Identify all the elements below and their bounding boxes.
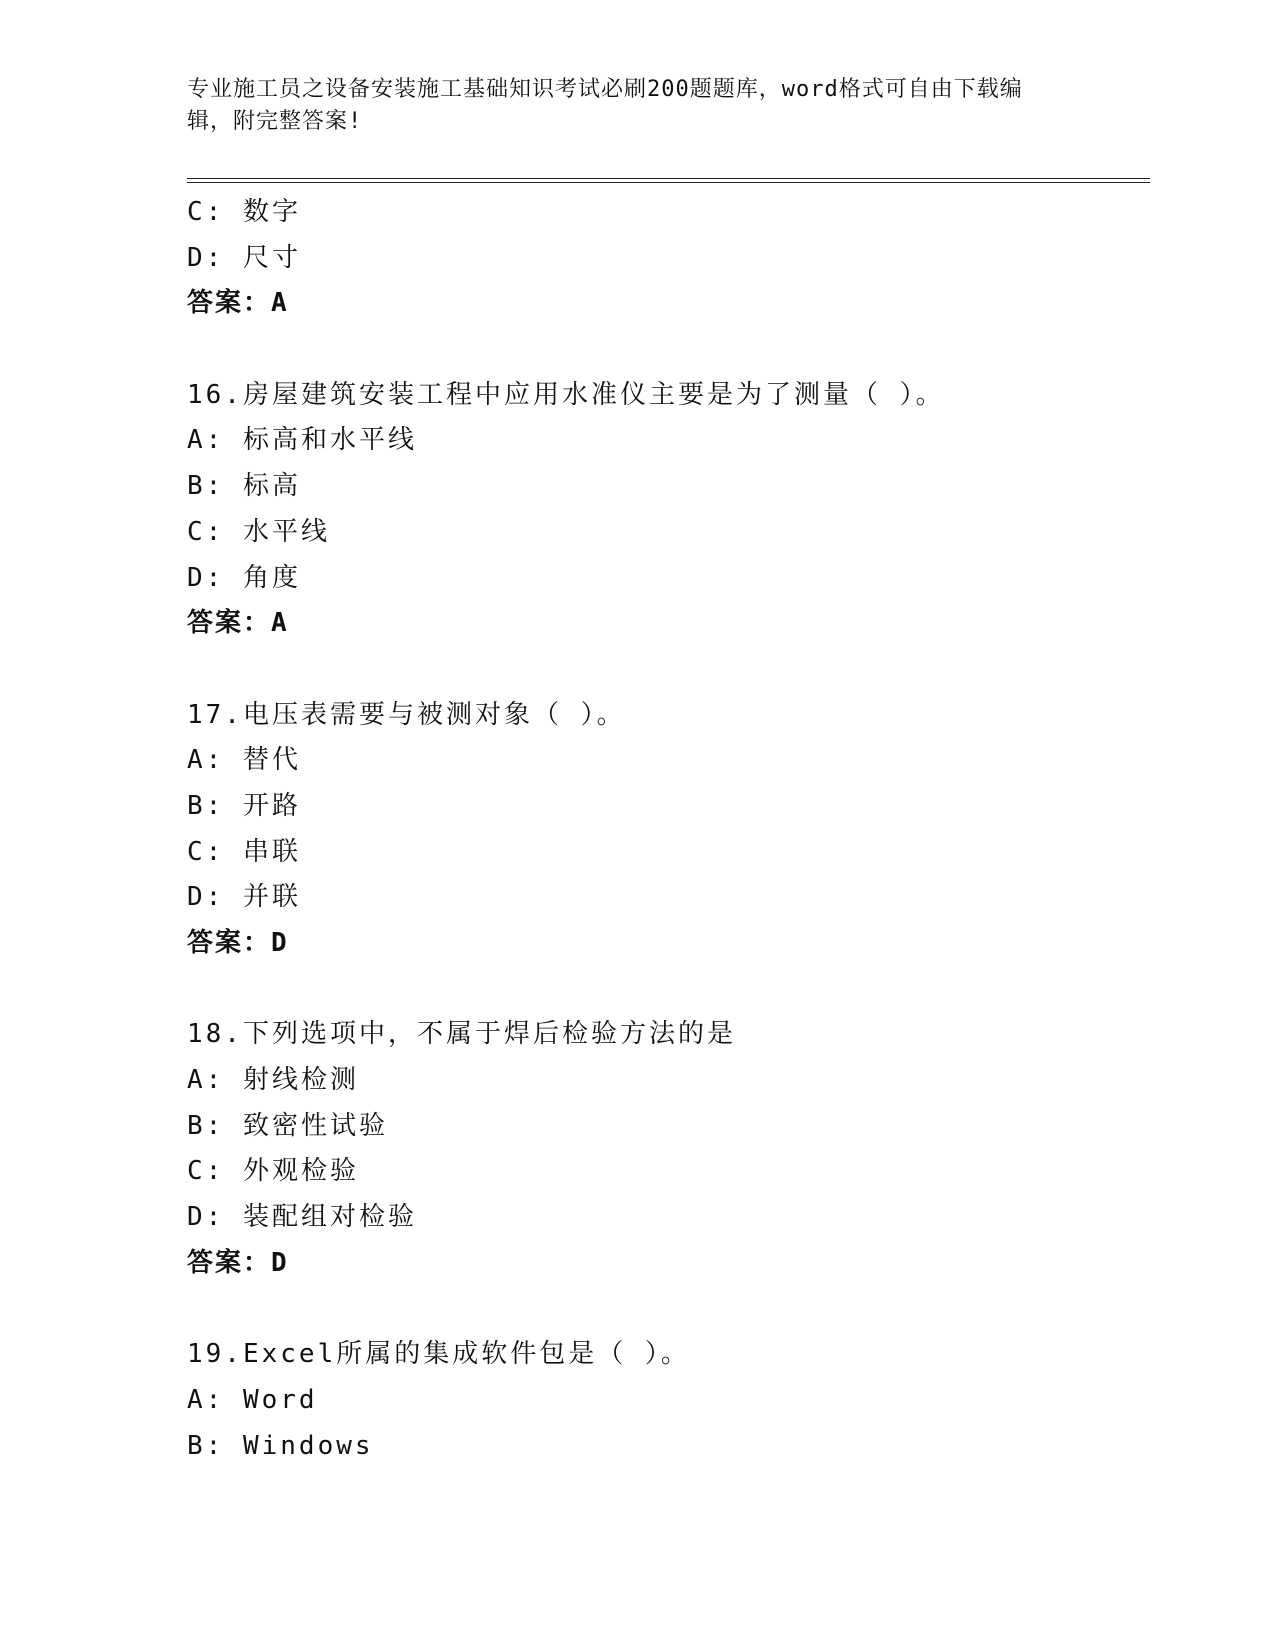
option-b: B: Windows [187, 1430, 374, 1461]
answer: 答案：D [187, 1247, 289, 1278]
spacer [187, 1287, 1147, 1333]
answer: 答案：D [187, 928, 289, 958]
answer: 答案：A [187, 608, 289, 639]
option-b: B: 开路 [187, 790, 301, 821]
option-d: D: 尺寸 [187, 242, 301, 273]
question-stem: 16.房屋建筑安装工程中应用水准仪主要是为了测量（ ）。 [187, 379, 945, 410]
option-c: C: 外观检验 [187, 1156, 359, 1187]
header-divider-top [187, 178, 1150, 179]
spacer [187, 327, 1147, 373]
question-stem: 18.下列选项中，不属于焊后检验方法的是 [187, 1019, 736, 1050]
header-divider-bottom [187, 182, 1150, 183]
option-a: A: Word [187, 1384, 318, 1415]
option-a: A: 射线检测 [187, 1065, 359, 1096]
option-d: D: 并联 [187, 882, 301, 913]
option-d: D: 装配组对检验 [187, 1202, 417, 1233]
question-stem: 19.Excel所属的集成软件包是（ ）。 [187, 1339, 690, 1370]
option-c: C: 串联 [187, 836, 301, 867]
option-a: A: 标高和水平线 [187, 425, 417, 456]
page-header: 专业施工员之设备安装施工基础知识考试必刷200题题库，word格式可自由下载编辑，附完整答案! [187, 77, 1023, 134]
option-c: C: 数字 [187, 197, 301, 227]
option-d: D: 角度 [187, 562, 301, 593]
spacer [187, 647, 1147, 693]
option-b: B: 标高 [187, 471, 301, 502]
spacer [187, 967, 1147, 1013]
question-stem: 17.电压表需要与被测对象（ ）。 [187, 699, 626, 730]
option-c: C: 水平线 [187, 516, 330, 547]
option-a: A: 替代 [187, 745, 301, 776]
option-b: B: 致密性试验 [187, 1110, 388, 1141]
question-list [187, 190, 1147, 1469]
answer: 答案：A [187, 288, 289, 319]
